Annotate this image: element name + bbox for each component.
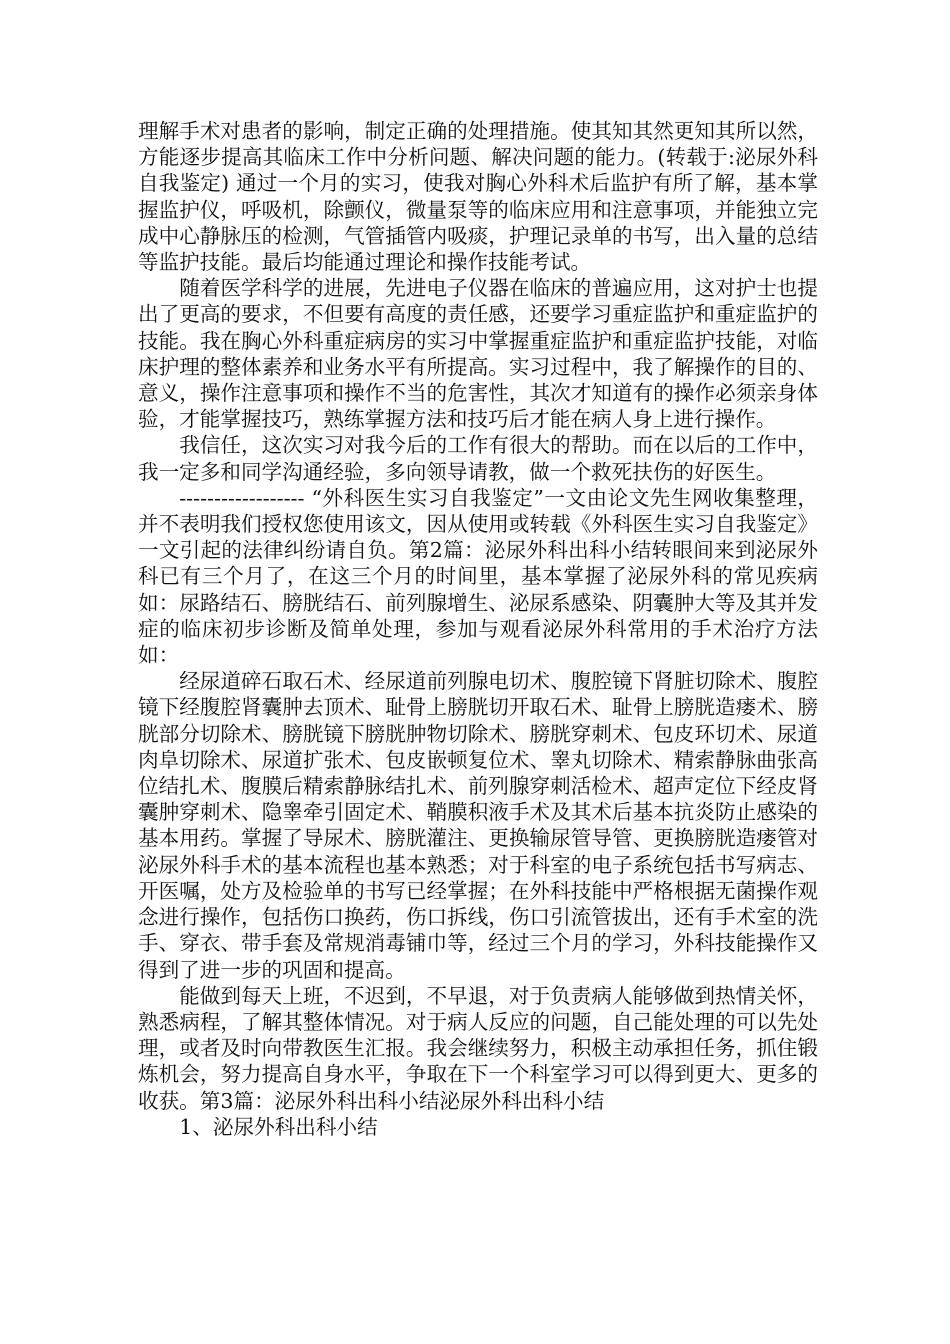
paragraph-2: 随着医学科学的进展，先进电子仪器在临床的普遍应用，这对护士也提出了更高的要求，不但要有高度的责任感，还要学习重症监护和重症监护的技能。我在胸心外科重症病房的实习中掌握重症监护和重症监护技能，对临床护理的整体素养和业务水平有所提高。实习过程中，我了解操作的目的、意义，操作注意事项和操作不当的危害性，其次才知道有的操作必须亲身体验，才能掌握技巧，熟练掌握方法和技巧后才能在病人身上进行操作。 xyxy=(138,276,818,432)
paragraph-3: 我信任，这次实习对我今后的工作有很大的帮助。而在以后的工作中，我一定多和同学沟通经验，多向领导请教，做一个救死扶伤的好医生。 xyxy=(138,433,818,484)
paragraph-6: 能做到每天上班，不迟到，不早退，对于负责病人能够做到热情关怀，熟悉病程，了解其整体情况。对于病人反应的问题，自己能处理的可以先处理，或者及时向带教医生汇报。我会继续努力，积极主动承担任务，抓住锻炼机会，努力提高自身水平，争取在下一个科室学习可以得到更大、更多的收获。第3篇：泌尿外科出科小结泌尿外科出科小结 xyxy=(138,983,818,1113)
document-body xyxy=(138,118,818,1140)
paragraph-7: 1、泌尿外科出科小结 xyxy=(179,1114,378,1139)
paragraph-4: ------------------ “外科医生实习自我鉴定”一文由论文先生网收集整理，并不表明我们授权您使用该文，因从使用或转载《外科医生实习自我鉴定》一文引起的法律纠纷请自负。第2篇：泌尿外科出科小结转眼间来到泌尿外科已有三个月了，在这三个月的时间里，基本掌握了泌尿外科的常见疾病如：尿路结石、膀胱结石、前列腺增生、泌尿系感染、阴囊肿大等及其并发症的临床初步诊断及简单处理，参加与观看泌尿外科常用的手术治疗方法如： xyxy=(138,485,818,668)
paragraph-1: 理解手术对患者的影响，制定正确的处理措施。使其知其然更知其所以然，方能逐步提高其临床工作中分析问题、解决问题的能力。(转载于:泌尿外科自我鉴定) 通过一个月的实习，使我对胸心外科术后监护有所了解，基本掌握监护仪，呼吸机，除颤仪，微量泵等的临床应用和注意事项，并能独立完成中心静脉压的检测，气管插管内吸痰，护理记录单的书写，出入量的总结等监护技能。最后均能通过理论和操作技能考试。 xyxy=(138,119,818,275)
paragraph-5: 经尿道碎石取石术、经尿道前列腺电切术、腹腔镜下肾脏切除术、腹腔镜下经腹腔肾囊肿去顶术、耻骨上膀胱切开取石术、耻骨上膀胱造瘘术、膀胱部分切除术、膀胱镜下膀胱肿物切除术、膀胱穿刺术、包皮环切术、尿道肉阜切除术、尿道扩张术、包皮嵌顿复位术、睾丸切除术、精索静脉曲张高位结扎术、腹膜后精索静脉结扎术、前列腺穿刺活检术、超声定位下经皮肾囊肿穿刺术、隐睾牵引固定术、鞘膜积液手术及其术后基本抗炎防止感染的基本用药。掌握了导尿术、膀胱灌注、更换输尿管导管、更换膀胱造瘘管对泌尿外科手术的基本流程也基本熟悉；对于科室的电子系统包括书写病志、开医嘱，处方及检验单的书写已经掌握；在外科技能中严格根据无菌操作观念进行操作，包括伤口换药，伤口拆线，伤口引流管拔出，还有手术室的洗手、穿衣、带手套及常规消毒铺巾等，经过三个月的学习，外科技能操作又得到了进一步的巩固和提高。 xyxy=(138,669,818,982)
